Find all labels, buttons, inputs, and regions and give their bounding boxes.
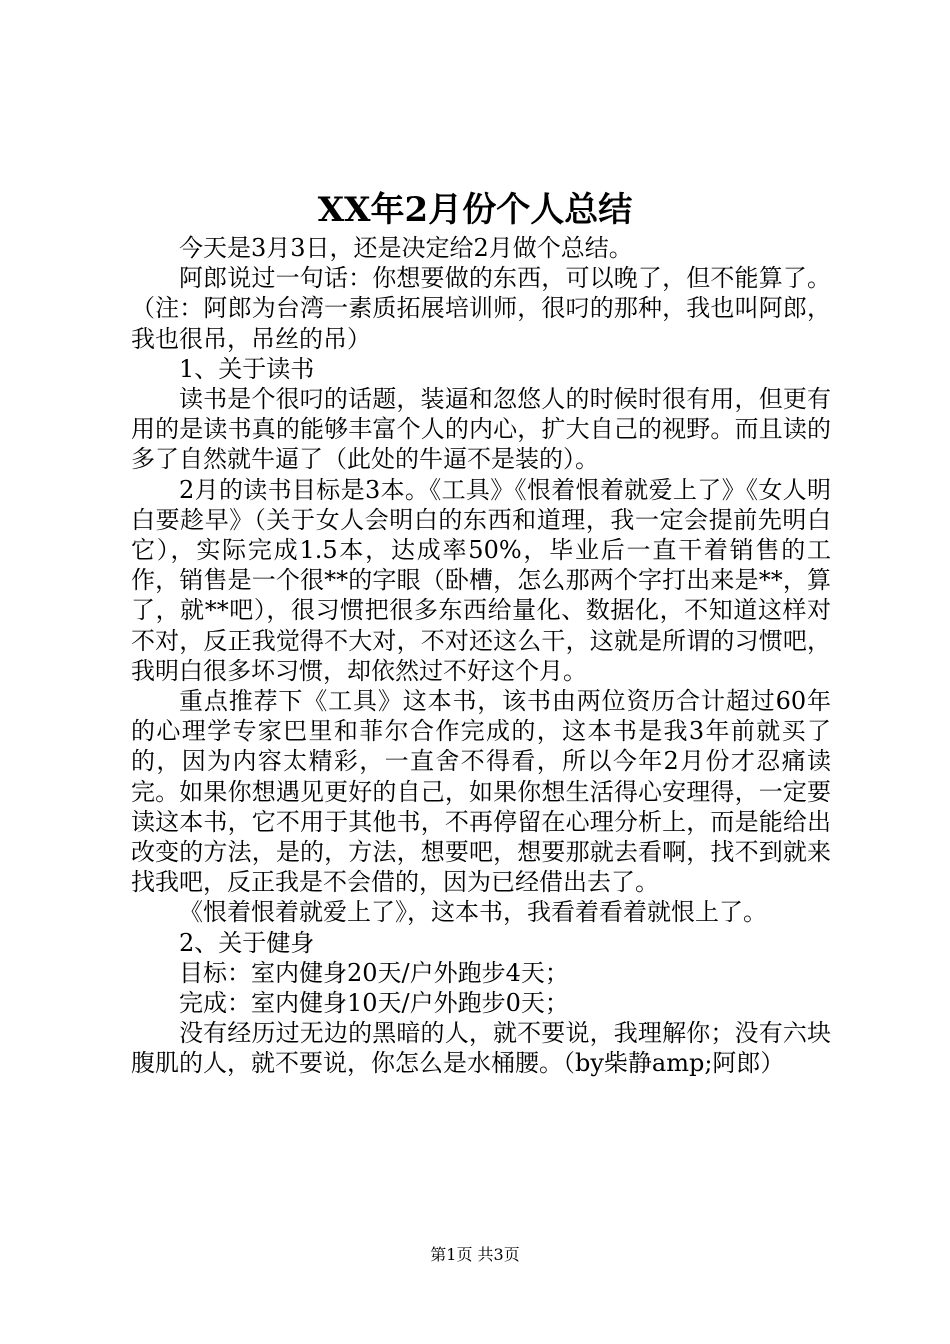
document-title: XX年2月份个人总结: [317, 190, 633, 230]
paragraph-second-book: 《恨着恨着就爱上了》，这本书，我看着看着就恨上了。: [179, 898, 767, 927]
paragraph-reading-intro: 读书是个很叼的话题，装逼和忽悠人的时候时很有用，但更有用的是读书真的能够丰富个人的内心，扩大自己的视野。而且读的多了自然就牛逼了（此处的牛逼不是装的）。: [131, 385, 831, 474]
paragraph-fitness-result: 完成：室内健身10天/户外跑步0天；: [179, 989, 569, 1018]
paragraph-intro: 今天是3月3日，还是决定给2月做个总结。: [179, 234, 633, 262]
section-heading-fitness: 2、关于健身: [179, 928, 315, 957]
page-footer: 第1页 共3页: [430, 1245, 520, 1264]
paragraph-fitness-quote: 没有经历过无边的黑暗的人，就不要说，我理解你；没有六块腹肌的人，就不要说，你怎么是水桶腰。（by柴静amp;阿郎）: [131, 1019, 831, 1078]
document-body: [131, 233, 831, 1079]
section-heading-reading: 1、关于读书: [179, 354, 315, 383]
paragraph-reading-goal: 2月的读书目标是3本。《工具》《恨着恨着就爱上了》《女人明白要趁早》（关于女人会明白的东西和道理，我一定会提前先明白它），实际完成1.5本，达成率50%，毕业后一直干着销售的工作，销售是一个很**的字眼（卧槽，怎么那两个字打出来是**，算了，就**吧），很习惯把很多东西给量化、数据化，不知道这样对不对，反正我觉得不大对，不对还这么干，这就是所谓的习惯吧，我明白很多坏习惯，却依然过不好这个月。: [131, 475, 831, 685]
paragraph-quote: 阿郎说过一句话：你想要做的东西，可以晚了，但不能算了。（注：阿郎为台湾一素质拓展培训师，很叼的那种，我也叫阿郎，我也很吊，吊丝的吊）: [131, 264, 831, 353]
paragraph-book-recommendation: 重点推荐下《工具》这本书，该书由两位资历合计超过60年的心理学专家巴里和菲尔合作完成的，这本书是我3年前就买了的，因为内容太精彩，一直舍不得看，所以今年2月份才忍痛读完。如果你想遇见更好的自己，如果你想生活得心安理得，一定要读这本书，它不用于其他书，不再停留在心理分析上，而是能给出改变的方法，是的，方法，想要吧，想要那就去看啊，找不到就来找我吧，反正我是不会借的，因为已经借出去了。: [131, 687, 831, 897]
paragraph-fitness-goal: 目标：室内健身20天/户外跑步4天；: [179, 958, 569, 987]
